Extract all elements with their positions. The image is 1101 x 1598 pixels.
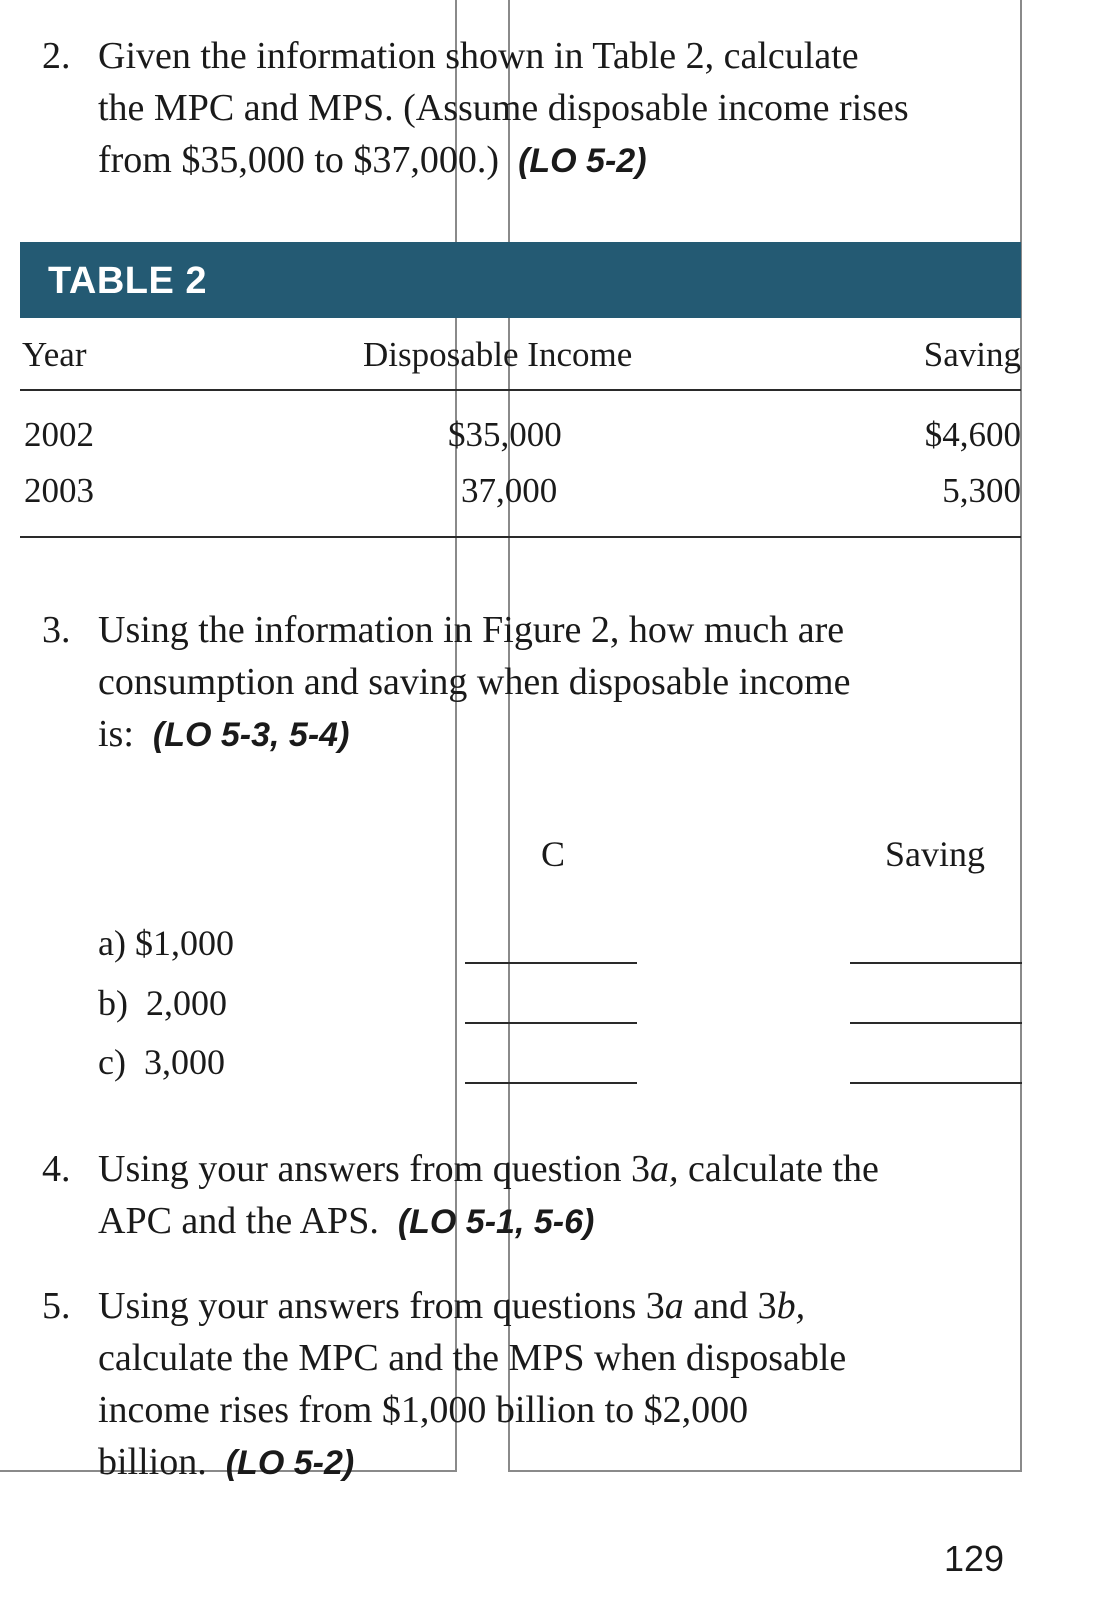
q2-lo: (LO 5-2) bbox=[518, 142, 647, 180]
q5-line-4: billion. (LO 5-2) bbox=[98, 1441, 355, 1483]
table-header-year: Year bbox=[22, 335, 87, 374]
q5-number: 5. bbox=[42, 1285, 71, 1327]
q3-option-b: b) 2,000 bbox=[98, 983, 227, 1023]
table-cell-year: 2002 bbox=[24, 415, 94, 454]
q2-line-3: from $35,000 to $37,000.) (LO 5-2) bbox=[98, 139, 647, 181]
q4-line-2: APC and the APS. (LO 5-1, 5-6) bbox=[98, 1200, 595, 1242]
table-cell-year: 2003 bbox=[24, 471, 94, 510]
table-header-saving: Saving bbox=[923, 335, 1021, 374]
table-cell-income: $35,000 bbox=[448, 415, 562, 454]
q3-text bbox=[98, 604, 1028, 761]
answer-blank-c-b[interactable] bbox=[465, 1022, 637, 1024]
table-title-banner bbox=[20, 242, 1021, 318]
answer-blank-c-a[interactable] bbox=[465, 962, 637, 964]
answer-blank-saving-c[interactable] bbox=[850, 1082, 1022, 1084]
table-title: TABLE 2 bbox=[48, 260, 208, 302]
q3-line-2: consumption and saving when disposable income bbox=[98, 661, 851, 703]
q3-column-c: C bbox=[541, 834, 566, 874]
q3-column-saving: Saving bbox=[885, 834, 986, 874]
answer-blank-saving-a[interactable] bbox=[850, 962, 1022, 964]
q4-number: 4. bbox=[42, 1148, 71, 1190]
table-header-income: Disposable Income bbox=[363, 335, 633, 374]
q3-number: 3. bbox=[42, 609, 71, 651]
q3-line-3: is: (LO 5-3, 5-4) bbox=[98, 713, 350, 755]
q4-text bbox=[98, 1143, 1028, 1248]
answer-blank-saving-b[interactable] bbox=[850, 1022, 1022, 1024]
q5-line-2: calculate the MPC and the MPS when disposable bbox=[98, 1337, 847, 1379]
q2-text bbox=[98, 30, 1028, 187]
q3-lo: (LO 5-3, 5-4) bbox=[152, 716, 350, 754]
q5-text bbox=[98, 1280, 1028, 1489]
table-cell-saving: $4,600 bbox=[924, 415, 1021, 454]
table-header-rule bbox=[20, 389, 1021, 391]
q3-option-a: a) $1,000 bbox=[98, 923, 234, 963]
table-cell-income: 37,000 bbox=[461, 471, 558, 510]
q5-line-1: Using your answers from questions 3a and 3b, bbox=[98, 1285, 806, 1327]
table-cell-saving: 5,300 bbox=[942, 471, 1021, 510]
q3-option-c: c) 3,000 bbox=[98, 1042, 225, 1082]
q2-line-2: the MPC and MPS. (Assume disposable income rises bbox=[98, 87, 909, 129]
q3-line-1: Using the information in Figure 2, how much are bbox=[98, 609, 845, 651]
q4-line-1: Using your answers from question 3a, calculate the bbox=[98, 1148, 879, 1190]
q2-line-1: Given the information shown in Table 2, calculate bbox=[98, 35, 859, 77]
answer-blank-c-c[interactable] bbox=[465, 1082, 637, 1084]
q5-line-3: income rises from $1,000 billion to $2,000 bbox=[98, 1389, 749, 1431]
q4-lo: (LO 5-1, 5-6) bbox=[397, 1203, 595, 1241]
q2-number: 2. bbox=[42, 35, 71, 77]
q5-lo: (LO 5-2) bbox=[225, 1444, 355, 1482]
page-number: 129 bbox=[944, 1538, 1005, 1579]
table-bottom-rule bbox=[20, 536, 1021, 538]
